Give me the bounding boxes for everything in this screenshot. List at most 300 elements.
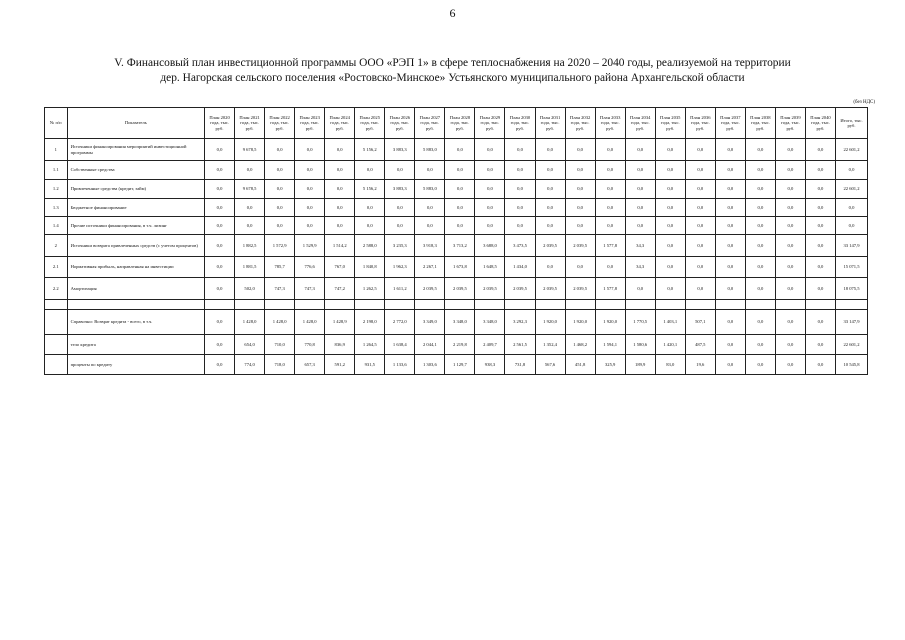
table-cell: 1 262,5 bbox=[355, 278, 385, 300]
empty-cell bbox=[805, 300, 835, 310]
table-cell: 507,1 bbox=[685, 310, 715, 335]
header-year-2034: План 2034 года, тыс. руб. bbox=[625, 108, 655, 139]
table-cell: 0,0 bbox=[205, 139, 235, 161]
table-cell: 0,0 bbox=[355, 217, 385, 235]
document-title bbox=[40, 56, 865, 86]
table-cell: 2 409,7 bbox=[475, 335, 505, 355]
table-cell: 0,0 bbox=[205, 235, 235, 257]
table-cell: 0,0 bbox=[565, 257, 595, 278]
table-cell: 0,0 bbox=[775, 139, 805, 161]
table-cell: 931,5 bbox=[355, 355, 385, 375]
header-num: № п/п bbox=[45, 108, 68, 139]
table-cell-total: 18 075,5 bbox=[836, 278, 868, 300]
header-year-2027: План 2027 года, тыс. руб. bbox=[415, 108, 445, 139]
table-cell-total: 0,0 bbox=[836, 217, 868, 235]
row-number: 1.2 bbox=[45, 180, 68, 199]
table-cell: 0,0 bbox=[205, 199, 235, 217]
table-cell: 591,2 bbox=[325, 355, 355, 375]
table-cell: 718,0 bbox=[265, 355, 295, 375]
table-cell: 0,0 bbox=[325, 199, 355, 217]
row-indicator: Амортизация bbox=[67, 278, 204, 300]
empty-cell bbox=[715, 300, 745, 310]
table-cell: 0,0 bbox=[625, 199, 655, 217]
table-cell: 0,0 bbox=[505, 139, 535, 161]
table-cell: 0,0 bbox=[745, 161, 775, 180]
table-cell: 0,0 bbox=[505, 161, 535, 180]
table-cell: 0,0 bbox=[715, 161, 745, 180]
table-cell: 2 198,0 bbox=[355, 310, 385, 335]
table-cell: 0,0 bbox=[625, 139, 655, 161]
table-cell: 0,0 bbox=[265, 161, 295, 180]
table-cell: 0,0 bbox=[565, 180, 595, 199]
table-cell: 2 039,5 bbox=[505, 278, 535, 300]
table-cell: 836,9 bbox=[325, 335, 355, 355]
empty-cell bbox=[445, 300, 475, 310]
table-cell: 0,0 bbox=[775, 335, 805, 355]
header-indicator: Показатель bbox=[67, 108, 204, 139]
table-cell: 0,0 bbox=[295, 139, 325, 161]
table-cell: 0,0 bbox=[715, 199, 745, 217]
row-number: 2.1 bbox=[45, 257, 68, 278]
table-cell: 1 303,6 bbox=[415, 355, 445, 375]
table-cell-total: 0,0 bbox=[836, 199, 868, 217]
table-cell: 9 678,5 bbox=[235, 139, 265, 161]
units-note: (без НДС) bbox=[853, 100, 875, 105]
table-cell: 1 572,9 bbox=[265, 235, 295, 257]
table-cell: 0,0 bbox=[445, 139, 475, 161]
header-year-2037: План 2037 года, тыс. руб. bbox=[715, 108, 745, 139]
table-cell: 0,0 bbox=[715, 355, 745, 375]
table-cell: 0,0 bbox=[295, 199, 325, 217]
table-cell: 0,0 bbox=[355, 161, 385, 180]
empty-cell bbox=[565, 300, 595, 310]
table-cell: 325,9 bbox=[595, 355, 625, 375]
table-cell-total: 22 601,2 bbox=[836, 139, 868, 161]
table-cell: 1 920,0 bbox=[535, 310, 565, 335]
table-cell: 0,0 bbox=[205, 335, 235, 355]
table-cell: 0,0 bbox=[475, 139, 505, 161]
empty-cell bbox=[235, 300, 265, 310]
table-cell: 0,0 bbox=[535, 257, 565, 278]
table-cell: 747,3 bbox=[295, 278, 325, 300]
header-year-2040: План 2040 года, тыс. руб. bbox=[805, 108, 835, 139]
reference-row bbox=[45, 335, 868, 355]
table-cell: 0,0 bbox=[295, 180, 325, 199]
row-indicator: Источники возврата привлеченных средств (с учетом процентов) bbox=[67, 235, 204, 257]
table-cell: 0,0 bbox=[295, 161, 325, 180]
table-cell: 0,0 bbox=[715, 235, 745, 257]
table-cell: 0,0 bbox=[235, 161, 265, 180]
table-cell: 3 473,5 bbox=[505, 235, 535, 257]
table-cell: 657,3 bbox=[295, 355, 325, 375]
table-cell: 0,0 bbox=[475, 161, 505, 180]
header-year-2024: План 2024 года, тыс. руб. bbox=[325, 108, 355, 139]
table-cell: 0,0 bbox=[715, 257, 745, 278]
table-cell: 0,0 bbox=[805, 180, 835, 199]
table-cell: 0,0 bbox=[595, 139, 625, 161]
header-year-2025: План 2025 года, тыс. руб. bbox=[355, 108, 385, 139]
table-cell: 34,3 bbox=[625, 235, 655, 257]
table-cell: 0,0 bbox=[745, 180, 775, 199]
table-cell: 0,0 bbox=[325, 217, 355, 235]
row-indicator: Нормативная прибыль, направленная на инвестиции bbox=[67, 257, 204, 278]
table-cell: 1 403,1 bbox=[655, 310, 685, 335]
table-cell: 0,0 bbox=[715, 217, 745, 235]
table-row bbox=[45, 180, 868, 199]
table-cell: 0,0 bbox=[745, 335, 775, 355]
header-year-2038: План 2038 года, тыс. руб. bbox=[745, 108, 775, 139]
table-cell: 770,8 bbox=[295, 335, 325, 355]
header-year-2035: План 2035 года, тыс. руб. bbox=[655, 108, 685, 139]
table-cell: 0,0 bbox=[715, 310, 745, 335]
table-cell: 0,0 bbox=[625, 217, 655, 235]
row-number: 1.1 bbox=[45, 161, 68, 180]
table-cell: 2 772,0 bbox=[385, 310, 415, 335]
header-year-2023: План 2023 года, тыс. руб. bbox=[295, 108, 325, 139]
empty-cell bbox=[415, 300, 445, 310]
table-cell: 0,0 bbox=[475, 199, 505, 217]
table-cell: 0,0 bbox=[715, 180, 745, 199]
table-cell: 0,0 bbox=[385, 217, 415, 235]
table-cell: 0,0 bbox=[535, 161, 565, 180]
table-cell: 0,0 bbox=[505, 199, 535, 217]
table-cell: 2 039,5 bbox=[565, 278, 595, 300]
empty-cell bbox=[685, 300, 715, 310]
header-year-2022: План 2022 года, тыс. руб. bbox=[265, 108, 295, 139]
empty-cell bbox=[45, 335, 68, 355]
table-cell: 2 219,8 bbox=[445, 335, 475, 355]
header-year-2020: План 2020 года, тыс. руб. bbox=[205, 108, 235, 139]
table-cell: 1 468,2 bbox=[565, 335, 595, 355]
table-cell: 0,0 bbox=[775, 161, 805, 180]
row-indicator: Собственные средства bbox=[67, 161, 204, 180]
empty-cell bbox=[385, 300, 415, 310]
row-number: 1.3 bbox=[45, 199, 68, 217]
empty-cell bbox=[355, 300, 385, 310]
table-cell: 0,0 bbox=[535, 180, 565, 199]
table-cell: 1 428,0 bbox=[265, 310, 295, 335]
table-cell: 0,0 bbox=[445, 161, 475, 180]
table-cell: 0,0 bbox=[805, 278, 835, 300]
table-cell: 0,0 bbox=[805, 355, 835, 375]
table-cell: 5 883,0 bbox=[415, 180, 445, 199]
table-cell: 0,0 bbox=[535, 217, 565, 235]
table-cell: 2 588,0 bbox=[355, 235, 385, 257]
row-number: 1 bbox=[45, 139, 68, 161]
table-row bbox=[45, 278, 868, 300]
table-cell: 0,0 bbox=[655, 161, 685, 180]
table-cell: 3 292,3 bbox=[505, 310, 535, 335]
empty-cell bbox=[836, 300, 868, 310]
table-cell: 2 044,1 bbox=[415, 335, 445, 355]
table-cell: 0,0 bbox=[775, 278, 805, 300]
table-cell: 0,0 bbox=[475, 217, 505, 235]
table-cell: 0,0 bbox=[205, 180, 235, 199]
empty-cell bbox=[475, 300, 505, 310]
table-cell: 3 918,3 bbox=[415, 235, 445, 257]
table-cell: 5 883,0 bbox=[415, 139, 445, 161]
table-cell: 19,6 bbox=[685, 355, 715, 375]
table-cell: 1 264,5 bbox=[355, 335, 385, 355]
table-cell: 0,0 bbox=[805, 217, 835, 235]
row-number: 2 bbox=[45, 235, 68, 257]
empty-cell bbox=[45, 310, 68, 335]
table-row bbox=[45, 199, 868, 217]
header-year-2029: План 2029 года, тыс. руб. bbox=[475, 108, 505, 139]
empty-cell bbox=[325, 300, 355, 310]
table-cell: 0,0 bbox=[415, 199, 445, 217]
table-cell: 0,0 bbox=[655, 217, 685, 235]
row-indicator: Привлеченные средства (кредит, займ) bbox=[67, 180, 204, 199]
table-header-row bbox=[45, 108, 868, 139]
header-year-2031: План 2031 года, тыс. руб. bbox=[535, 108, 565, 139]
financial-plan-table bbox=[44, 107, 868, 375]
table-row bbox=[45, 161, 868, 180]
table-cell: 487,5 bbox=[685, 335, 715, 355]
table-cell: 3 713,2 bbox=[445, 235, 475, 257]
empty-cell bbox=[45, 355, 68, 375]
table-cell: 0,0 bbox=[685, 139, 715, 161]
table-cell: 0,0 bbox=[655, 257, 685, 278]
table-cell: 0,0 bbox=[265, 139, 295, 161]
table-cell: 0,0 bbox=[745, 235, 775, 257]
table-cell: 0,0 bbox=[625, 161, 655, 180]
table-cell: 0,0 bbox=[475, 180, 505, 199]
table-cell: 1 129,7 bbox=[445, 355, 475, 375]
empty-cell bbox=[745, 300, 775, 310]
table-cell: 1 577,8 bbox=[595, 235, 625, 257]
table-cell: 747,2 bbox=[325, 278, 355, 300]
table-cell: 0,0 bbox=[805, 161, 835, 180]
table-cell: 1 420,1 bbox=[655, 335, 685, 355]
table-cell: 502,0 bbox=[235, 278, 265, 300]
table-body bbox=[45, 139, 868, 375]
table-cell: 5 156,2 bbox=[355, 180, 385, 199]
table-cell: 0,0 bbox=[445, 180, 475, 199]
table-cell: 1 434,0 bbox=[505, 257, 535, 278]
table-row bbox=[45, 257, 868, 278]
table-row bbox=[45, 217, 868, 235]
table-cell: 747,3 bbox=[265, 278, 295, 300]
row-indicator: Прочие источники финансирования, в т.ч. лизинг bbox=[67, 217, 204, 235]
table-cell: 0,0 bbox=[385, 161, 415, 180]
table-cell: 3 883,3 bbox=[385, 180, 415, 199]
table-cell-total: 33 147,9 bbox=[836, 235, 868, 257]
table-cell: 0,0 bbox=[655, 199, 685, 217]
table-cell-total: 15 071,5 bbox=[836, 257, 868, 278]
table-cell: 3 348,0 bbox=[475, 310, 505, 335]
table-cell: 0,0 bbox=[565, 199, 595, 217]
table-cell: 0,0 bbox=[745, 139, 775, 161]
header-year-2030: План 2030 года, тыс. руб. bbox=[505, 108, 535, 139]
table-row bbox=[45, 139, 868, 161]
table-cell: 0,0 bbox=[655, 235, 685, 257]
table-cell: 1 962,3 bbox=[385, 257, 415, 278]
reference-row bbox=[45, 355, 868, 375]
table-cell: 0,0 bbox=[685, 199, 715, 217]
table-cell: 1 352,4 bbox=[535, 335, 565, 355]
table-cell: 2 039,5 bbox=[445, 278, 475, 300]
table-cell: 2 039,5 bbox=[535, 278, 565, 300]
table-cell-total: 10 545,8 bbox=[836, 355, 868, 375]
table-cell: 0,0 bbox=[595, 257, 625, 278]
table-cell: 0,0 bbox=[685, 235, 715, 257]
table-cell: 0,0 bbox=[775, 180, 805, 199]
table-cell: 0,0 bbox=[415, 217, 445, 235]
table-cell: 0,0 bbox=[745, 257, 775, 278]
empty-cell bbox=[205, 300, 235, 310]
table-cell: 654,0 bbox=[235, 335, 265, 355]
table-cell: 0,0 bbox=[745, 310, 775, 335]
table-cell: 0,0 bbox=[205, 278, 235, 300]
table-cell: 0,0 bbox=[535, 139, 565, 161]
table-cell: 0,0 bbox=[625, 278, 655, 300]
table-cell-total: 0,0 bbox=[836, 161, 868, 180]
table-cell: 0,0 bbox=[805, 139, 835, 161]
empty-cell bbox=[67, 300, 204, 310]
table-cell: 0,0 bbox=[685, 180, 715, 199]
table-cell: 3 348,0 bbox=[445, 310, 475, 335]
table-cell: 189,9 bbox=[625, 355, 655, 375]
table-cell: 0,0 bbox=[205, 310, 235, 335]
table-cell-total: 22 601,2 bbox=[836, 180, 868, 199]
table-cell: 710,0 bbox=[265, 335, 295, 355]
table-cell: 2 039,5 bbox=[535, 235, 565, 257]
row-number: 2.2 bbox=[45, 278, 68, 300]
table-cell: 3 349,0 bbox=[415, 310, 445, 335]
row-indicator: Источники финансирования мероприятий инвестиционной программы bbox=[67, 139, 204, 161]
table-cell: 1 881,5 bbox=[235, 257, 265, 278]
header-year-2039: План 2039 года, тыс. руб. bbox=[775, 108, 805, 139]
table-row bbox=[45, 235, 868, 257]
table-cell: 1 577,8 bbox=[595, 278, 625, 300]
table-cell: 3 883,3 bbox=[385, 139, 415, 161]
empty-cell bbox=[775, 300, 805, 310]
table-cell: 1 529,9 bbox=[295, 235, 325, 257]
table-cell: 0,0 bbox=[745, 217, 775, 235]
table-cell: 0,0 bbox=[655, 139, 685, 161]
page-number: 6 bbox=[449, 6, 456, 20]
empty-cell bbox=[535, 300, 565, 310]
reference-indicator: проценты по кредиту bbox=[67, 355, 204, 375]
table-cell: 1 920,0 bbox=[565, 310, 595, 335]
table-cell: 0,0 bbox=[775, 310, 805, 335]
table-cell: 3 235,3 bbox=[385, 235, 415, 257]
table-cell: 1 428,9 bbox=[325, 310, 355, 335]
table-cell: 0,0 bbox=[265, 180, 295, 199]
table-cell: 1 882,5 bbox=[235, 235, 265, 257]
table-cell: 451,8 bbox=[565, 355, 595, 375]
table-cell: 0,0 bbox=[775, 235, 805, 257]
table-cell: 0,0 bbox=[445, 217, 475, 235]
table-cell: 731,8 bbox=[505, 355, 535, 375]
table-cell: 767,0 bbox=[325, 257, 355, 278]
table-cell: 2 039,5 bbox=[475, 278, 505, 300]
table-cell: 0,0 bbox=[625, 180, 655, 199]
table-cell: 0,0 bbox=[235, 199, 265, 217]
empty-cell bbox=[595, 300, 625, 310]
table-cell: 0,0 bbox=[805, 257, 835, 278]
table-cell: 0,0 bbox=[805, 310, 835, 335]
table-cell: 1 580,6 bbox=[625, 335, 655, 355]
header-year-2036: План 2036 года, тыс. руб. bbox=[685, 108, 715, 139]
table-cell: 0,0 bbox=[565, 217, 595, 235]
empty-cell bbox=[655, 300, 685, 310]
table-cell: 0,0 bbox=[745, 199, 775, 217]
table-cell: 0,0 bbox=[775, 199, 805, 217]
table-cell: 0,0 bbox=[715, 278, 745, 300]
title-line-1: V. Финансовый план инвестиционной программы ООО «РЭП 1» в сфере теплоснабжения на 2020 – 2040 годы, реализуемой на территории bbox=[114, 57, 791, 69]
table-cell: 1 673,8 bbox=[445, 257, 475, 278]
table-cell: 785,7 bbox=[265, 257, 295, 278]
empty-cell bbox=[505, 300, 535, 310]
table-cell: 0,0 bbox=[655, 180, 685, 199]
table-cell: 0,0 bbox=[415, 161, 445, 180]
table-cell: 3 688,0 bbox=[475, 235, 505, 257]
table-cell: 0,0 bbox=[265, 217, 295, 235]
table-cell: 0,0 bbox=[745, 355, 775, 375]
table-cell: 0,0 bbox=[595, 199, 625, 217]
table-cell: 1 920,0 bbox=[595, 310, 625, 335]
table-cell: 0,0 bbox=[565, 139, 595, 161]
table-cell: 0,0 bbox=[385, 199, 415, 217]
table-cell: 1 428,0 bbox=[295, 310, 325, 335]
table-cell: 0,0 bbox=[685, 217, 715, 235]
table-cell: 0,0 bbox=[775, 217, 805, 235]
table-cell: 0,0 bbox=[775, 257, 805, 278]
table-cell: 2 561,5 bbox=[505, 335, 535, 355]
table-cell: 0,0 bbox=[805, 335, 835, 355]
table-cell: 0,0 bbox=[565, 161, 595, 180]
table-cell: 0,0 bbox=[205, 217, 235, 235]
table-cell: 567,6 bbox=[535, 355, 565, 375]
reference-row bbox=[45, 310, 868, 335]
table-cell: 9 678,5 bbox=[235, 180, 265, 199]
table-cell: 2 039,5 bbox=[415, 278, 445, 300]
empty-cell bbox=[265, 300, 295, 310]
table-cell: 0,0 bbox=[715, 335, 745, 355]
reference-indicator: Справочно: Возврат кредита - всего, в т.ч. bbox=[67, 310, 204, 335]
table-cell: 0,0 bbox=[325, 180, 355, 199]
table-cell: 0,0 bbox=[325, 139, 355, 161]
header-year-2032: План 2032 года, тыс. руб. bbox=[565, 108, 595, 139]
table-cell: 0,0 bbox=[325, 161, 355, 180]
table-cell: 0,0 bbox=[595, 180, 625, 199]
row-indicator: Бюджетное финансирование bbox=[67, 199, 204, 217]
table-cell: 34,3 bbox=[625, 257, 655, 278]
table-cell: 0,0 bbox=[685, 257, 715, 278]
table-cell: 0,0 bbox=[535, 199, 565, 217]
table-cell: 1 648,5 bbox=[475, 257, 505, 278]
table-cell: 0,0 bbox=[445, 199, 475, 217]
table-cell: 0,0 bbox=[205, 257, 235, 278]
table-cell: 0,0 bbox=[205, 355, 235, 375]
table-cell: 0,0 bbox=[685, 278, 715, 300]
reference-indicator: тело кредита bbox=[67, 335, 204, 355]
table-cell: 0,0 bbox=[715, 139, 745, 161]
empty-cell bbox=[45, 300, 68, 310]
table-cell: 0,0 bbox=[805, 199, 835, 217]
table-cell: 2 039,5 bbox=[565, 235, 595, 257]
table-cell: 774,0 bbox=[235, 355, 265, 375]
table-cell: 1 770,5 bbox=[625, 310, 655, 335]
table-cell: 0,0 bbox=[235, 217, 265, 235]
table-cell: 1 594,1 bbox=[595, 335, 625, 355]
table-cell: 0,0 bbox=[505, 217, 535, 235]
table-cell: 0,0 bbox=[655, 278, 685, 300]
table-cell: 0,0 bbox=[295, 217, 325, 235]
table-cell: 2 267,1 bbox=[415, 257, 445, 278]
